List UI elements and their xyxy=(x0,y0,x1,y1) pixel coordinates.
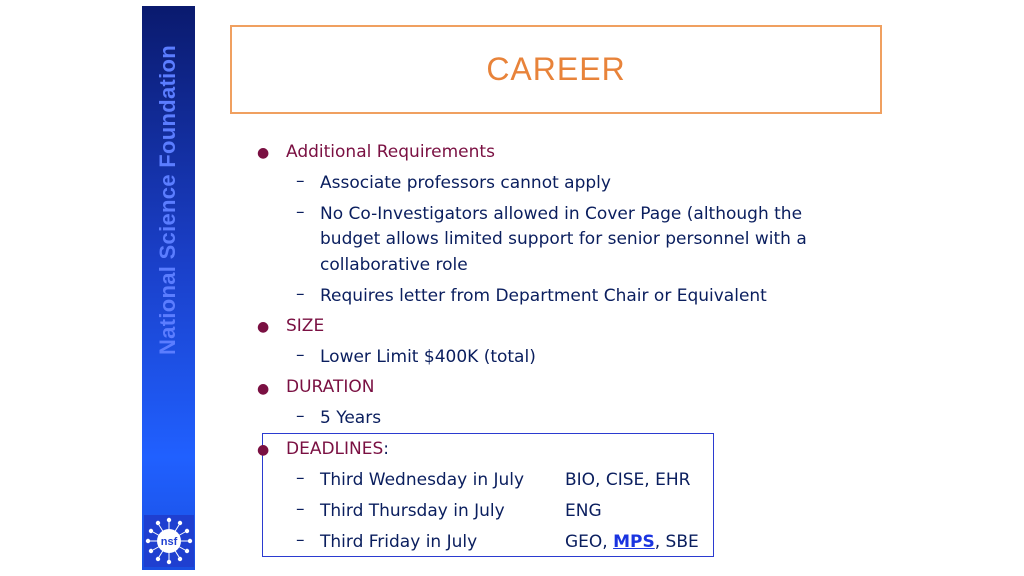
heading-duration: DURATION xyxy=(286,377,375,397)
heading-size: SIZE xyxy=(286,316,325,336)
list-item: Lower Limit $400K (total) xyxy=(320,347,536,367)
directorates-suffix: , SBE xyxy=(654,532,699,552)
list-item: Requires letter from Department Chair or Equivalent xyxy=(320,286,767,306)
sidebar-title: National Science Foundation xyxy=(155,44,180,356)
dash-icon: – xyxy=(296,345,305,365)
list-item: No Co-Investigators allowed in Cover Page (although the xyxy=(320,204,803,224)
heading-deadlines-colon: : xyxy=(383,439,390,459)
dash-icon: – xyxy=(296,406,305,426)
list-item-continued: budget allows limited support for senior personnel with a xyxy=(320,229,807,249)
dash-icon: – xyxy=(296,499,305,519)
directorates-prefix: GEO, xyxy=(565,532,614,552)
heading-deadlines-label: DEADLINES xyxy=(286,439,384,459)
dash-icon: – xyxy=(296,530,305,550)
deadline-directorates: ENG xyxy=(565,501,602,521)
dash-icon: – xyxy=(296,202,305,222)
heading-deadlines xyxy=(286,437,389,461)
dash-icon: – xyxy=(296,468,305,488)
dash-icon: – xyxy=(296,171,305,191)
deadline-date: Third Wednesday in July xyxy=(320,470,525,490)
list-item-continued: collaborative role xyxy=(320,255,468,275)
mps-link[interactable]: MPS xyxy=(613,532,655,552)
list-item: 5 Years xyxy=(320,408,382,428)
bullet-icon: ● xyxy=(257,319,270,335)
dash-icon: – xyxy=(296,284,305,304)
list-item: Associate professors cannot apply xyxy=(320,173,611,193)
heading-additional: Additional Requirements xyxy=(286,142,495,162)
deadline-date: Third Friday in July xyxy=(320,532,478,552)
bullet-icon: ● xyxy=(257,442,270,458)
nsf-logo-text: nsf xyxy=(160,536,178,548)
bullet-icon: ● xyxy=(257,381,270,397)
deadline-directorates xyxy=(565,530,699,554)
deadline-date: Third Thursday in July xyxy=(320,501,505,521)
slide-title: CAREER xyxy=(486,51,626,87)
bullet-icon: ● xyxy=(257,145,270,161)
deadline-directorates: BIO, CISE, EHR xyxy=(565,470,691,490)
